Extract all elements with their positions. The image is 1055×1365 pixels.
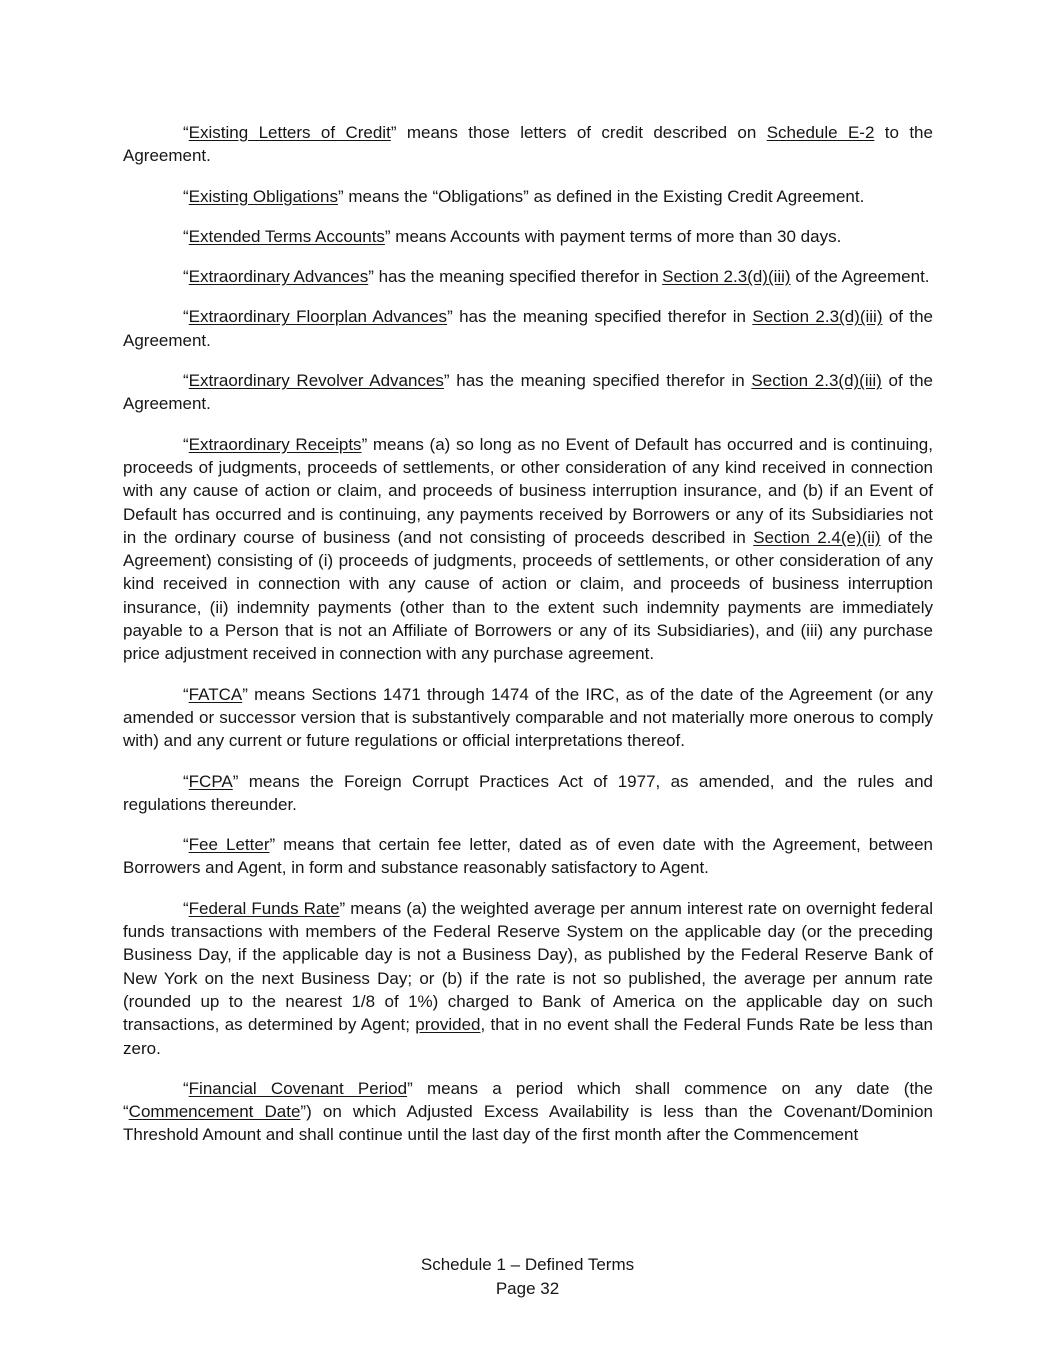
text-segment: ” has the meaning specified therefor in xyxy=(368,267,663,287)
paragraph xyxy=(123,185,933,208)
paragraph xyxy=(123,1077,933,1147)
text-segment: ” means (a) so long as no Event of Default has occurred and is continuing, proceeds of judgments, proceeds of settlements, or other consideration of any kind received in connection with any cause of action or claim, and proceeds of business interruption insurance, and (b) if an Event of Default has occurred and is continuing, any payments received by Borrowers or any of its Subsidiaries not in the ordinary course of business (and not consisting of proceeds described in xyxy=(123,434,933,547)
text-segment: “ xyxy=(183,371,189,391)
text-segment: ” means Accounts with payment terms of more than 30 days. xyxy=(384,226,842,246)
text-segment: “ xyxy=(183,898,189,918)
text-segment: ” means those letters of credit described on xyxy=(390,123,767,142)
text-segment: “ xyxy=(183,307,189,327)
defined-term: Commencement Date xyxy=(128,1102,301,1122)
text-segment: of the Agreement. xyxy=(790,267,930,287)
paragraph xyxy=(123,770,933,817)
defined-term: provided xyxy=(415,1015,481,1035)
text-segment: ” means the “Obligations” as defined in the Existing Credit Agreement. xyxy=(337,186,865,206)
paragraph xyxy=(123,225,933,248)
defined-term: Extraordinary Receipts xyxy=(188,434,362,454)
text-segment: ” has the meaning specified therefor in xyxy=(447,307,753,327)
defined-term: Section 2.3(d)(iii) xyxy=(662,267,791,287)
text-segment: of the Agreement. xyxy=(123,371,933,414)
page-footer xyxy=(0,1253,1055,1300)
footer-schedule-title: Schedule 1 – Defined Terms xyxy=(420,1255,635,1274)
defined-term: Section 2.3(d)(iii) xyxy=(752,307,883,327)
defined-term: Extraordinary Advances xyxy=(188,267,369,287)
text-segment: “ xyxy=(183,186,189,206)
text-segment: “ xyxy=(183,771,189,791)
footer-page-number: Page 32 xyxy=(495,1278,560,1298)
text-segment: “ xyxy=(183,1078,189,1098)
document-body xyxy=(123,121,933,1164)
paragraph xyxy=(123,897,933,1060)
text-segment: “ xyxy=(183,434,189,454)
defined-term: Financial Covenant Period xyxy=(188,1078,408,1098)
text-segment: “ xyxy=(183,123,189,142)
text-segment: ” means a period which shall commence on any date (the “ xyxy=(123,1078,933,1122)
defined-term: Fee Letter xyxy=(188,835,270,855)
paragraph xyxy=(123,121,933,168)
defined-term: Extraordinary Floorplan Advances xyxy=(188,307,448,327)
defined-term: Section 2.3(d)(iii) xyxy=(751,371,882,391)
text-segment: “ xyxy=(183,684,189,704)
text-segment: ” means the Foreign Corrupt Practices Act of 1977, as amended, and the rules and regulations thereunder. xyxy=(123,771,933,814)
text-segment: “ xyxy=(183,267,189,287)
defined-term: FCPA xyxy=(188,771,233,791)
text-segment: ” means (a) the weighted average per annum interest rate on overnight federal funds transactions with members of the Federal Reserve System on the applicable day (or the preceding Business Day, if the applicable day is not a Business Day), as published by the Federal Reserve Bank of New York on the next Business Day; or (b) if the rate is not so published, the average per annum rate (rounded up to the nearest 1/8 of 1%) charged to Bank of America on the applicable day on such transactions, as determined by Agent; xyxy=(123,898,933,1035)
text-segment: ” means Sections 1471 through 1474 of the IRC, as of the date of the Agreement (or any amended or successor version that is substantively comparable and not materially more onerous to comply with) and any current or future regulations or official interpretations thereof. xyxy=(123,684,933,751)
defined-term: Extraordinary Revolver Advances xyxy=(188,371,444,391)
defined-term: Federal Funds Rate xyxy=(188,898,340,918)
text-segment: “ xyxy=(183,226,189,246)
text-segment: ” means that certain fee letter, dated as of even date with the Agreement, between Borrowers and Agent, in form and substance reasonably satisfactory to Agent. xyxy=(123,835,933,878)
defined-term: Schedule E-2 xyxy=(766,123,875,142)
defined-term: Existing Obligations xyxy=(188,186,338,206)
defined-term: Extended Terms Accounts xyxy=(188,226,385,246)
paragraph xyxy=(123,305,933,352)
paragraph xyxy=(123,265,933,288)
text-segment: of the Agreement. xyxy=(123,307,933,350)
text-segment: “ xyxy=(183,835,189,855)
paragraph xyxy=(123,683,933,753)
text-segment: ” has the meaning specified therefor in xyxy=(443,371,752,391)
text-segment: to the Agreement. xyxy=(123,123,933,166)
paragraph xyxy=(123,433,933,666)
defined-term: Existing Letters of Credit xyxy=(188,123,391,142)
text-segment: , that in no event shall the Federal Funds Rate be less than zero. xyxy=(123,1015,934,1058)
text-segment: ”) on which Adjusted Excess Availability is less than the Covenant/Dominion Threshold Amount and shall continue until the last day of the first month after the Commencement xyxy=(123,1102,933,1145)
defined-term: FATCA xyxy=(188,684,243,704)
paragraph xyxy=(123,833,933,880)
paragraph xyxy=(123,369,933,416)
defined-term: Section 2.4(e)(ii) xyxy=(753,527,881,547)
text-segment: of the Agreement) consisting of (i) proceeds of judgments, proceeds of settlements, or other consideration of any kind received in connection with any cause of action or claim, and proceeds of business interruption insurance, (ii) indemnity payments (other than to the extent such indemnity payments are immediately payable to a Person that is not an Affiliate of Borrowers or any of its Subsidiaries), and (iii) any purchase price adjustment received in connection with any purchase agreement. xyxy=(123,527,933,664)
